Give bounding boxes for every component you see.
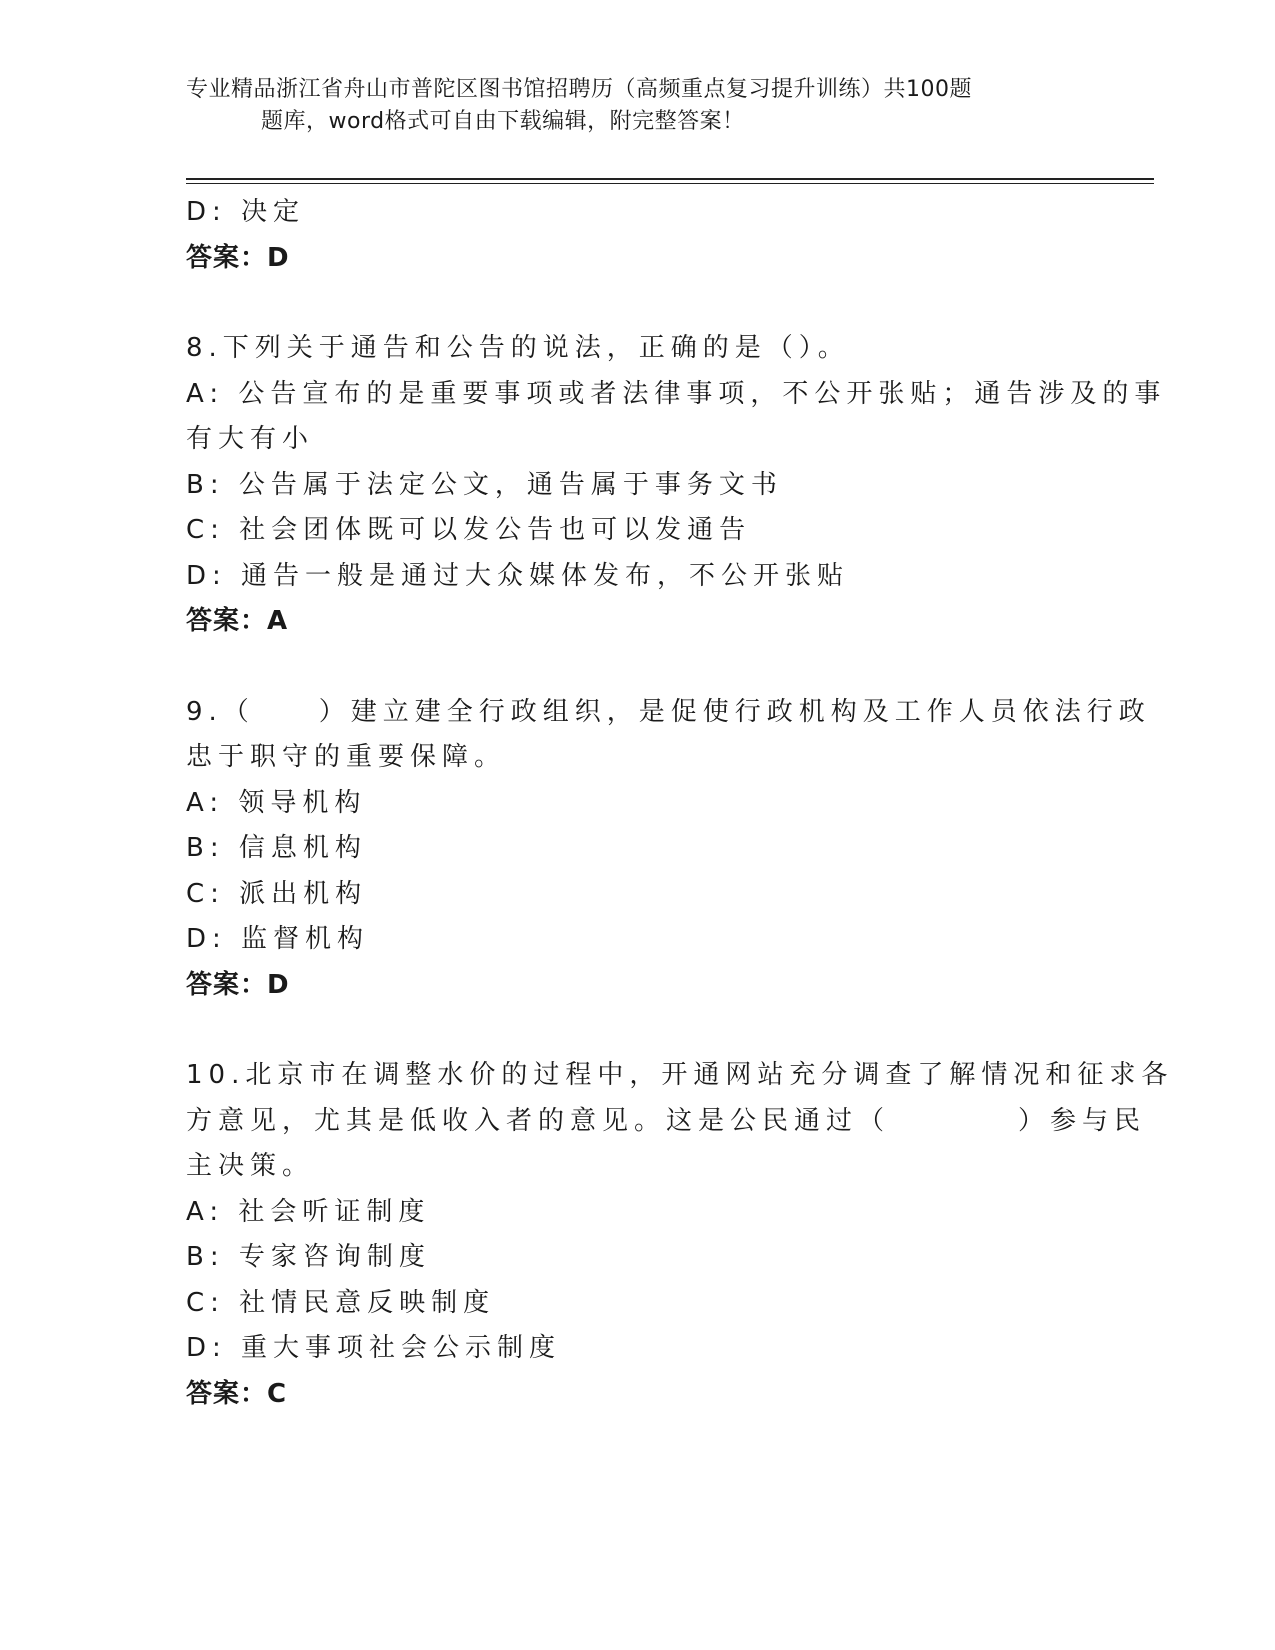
q9-answer: 答案：D (186, 969, 290, 1000)
header-title-line2: 题库，word格式可自由下载编辑，附完整答案！ (261, 109, 745, 134)
q9-stem-line1: 9.（ ）建立建全行政组织，是促使行政机构及工作人员依法行政 (186, 696, 1151, 727)
q10-stem-line3: 主决策。 (186, 1151, 315, 1181)
q7-answer: 答案：D (186, 242, 290, 273)
header-rule-thick (186, 178, 1154, 180)
spacer (186, 1008, 1086, 1053)
q10-option-d: D: 重大事项社会公示制度 (186, 1333, 562, 1363)
q7-option-d: D: 决定 (186, 197, 306, 227)
question-8 (186, 326, 1167, 645)
q9-option-a: A: 领导机构 (186, 787, 367, 818)
document-header (186, 74, 1066, 138)
question-10 (186, 1053, 1174, 1417)
q8-answer: 答案：A (186, 606, 289, 636)
q10-stem-line2: 方意见，尤其是低收入者的意见。这是公民通过（ ）参与民 (186, 1105, 1147, 1136)
q8-option-a-line1: A: 公告宣布的是重要事项或者法律事项，不公开张贴；通告涉及的事 (186, 378, 1167, 409)
q10-option-b: B: 专家咨询制度 (186, 1242, 431, 1272)
q9-option-d: D: 监督机构 (186, 924, 370, 954)
q9-option-b: B: 信息机构 (186, 833, 367, 863)
question-7-tail (186, 190, 1086, 281)
q10-stem-line1: 10.北京市在调整水价的过程中，开通网站充分调查了解情况和征求各 (186, 1060, 1174, 1090)
header-title-line1: 专业精品浙江省舟山市普陀区图书馆招聘历（高频重点复习提升训练）共100题 (186, 77, 972, 102)
q8-option-c: C: 社会团体既可以发公告也可以发通告 (186, 515, 752, 545)
q10-answer: 答案：C (186, 1378, 288, 1409)
q9-option-c: C: 派出机构 (186, 878, 368, 909)
spacer (186, 281, 1086, 326)
q10-option-c: C: 社情民意反映制度 (186, 1287, 496, 1318)
header-rule-thin (186, 183, 1154, 184)
question-content (186, 190, 1174, 1417)
q10-option-a: A: 社会听证制度 (186, 1196, 431, 1227)
q8-option-d: D: 通告一般是通过大众媒体发布，不公开张贴 (186, 560, 850, 591)
question-9 (186, 690, 1151, 1009)
q9-stem-line2: 忠于职守的重要保障。 (186, 742, 507, 772)
spacer (186, 645, 1086, 690)
q8-stem: 8.下列关于通告和公告的说法，正确的是（）。 (186, 333, 850, 363)
q8-option-b: B: 公告属于法定公文，通告属于事务文书 (186, 469, 783, 500)
q8-option-a-line2: 有大有小 (186, 424, 315, 454)
